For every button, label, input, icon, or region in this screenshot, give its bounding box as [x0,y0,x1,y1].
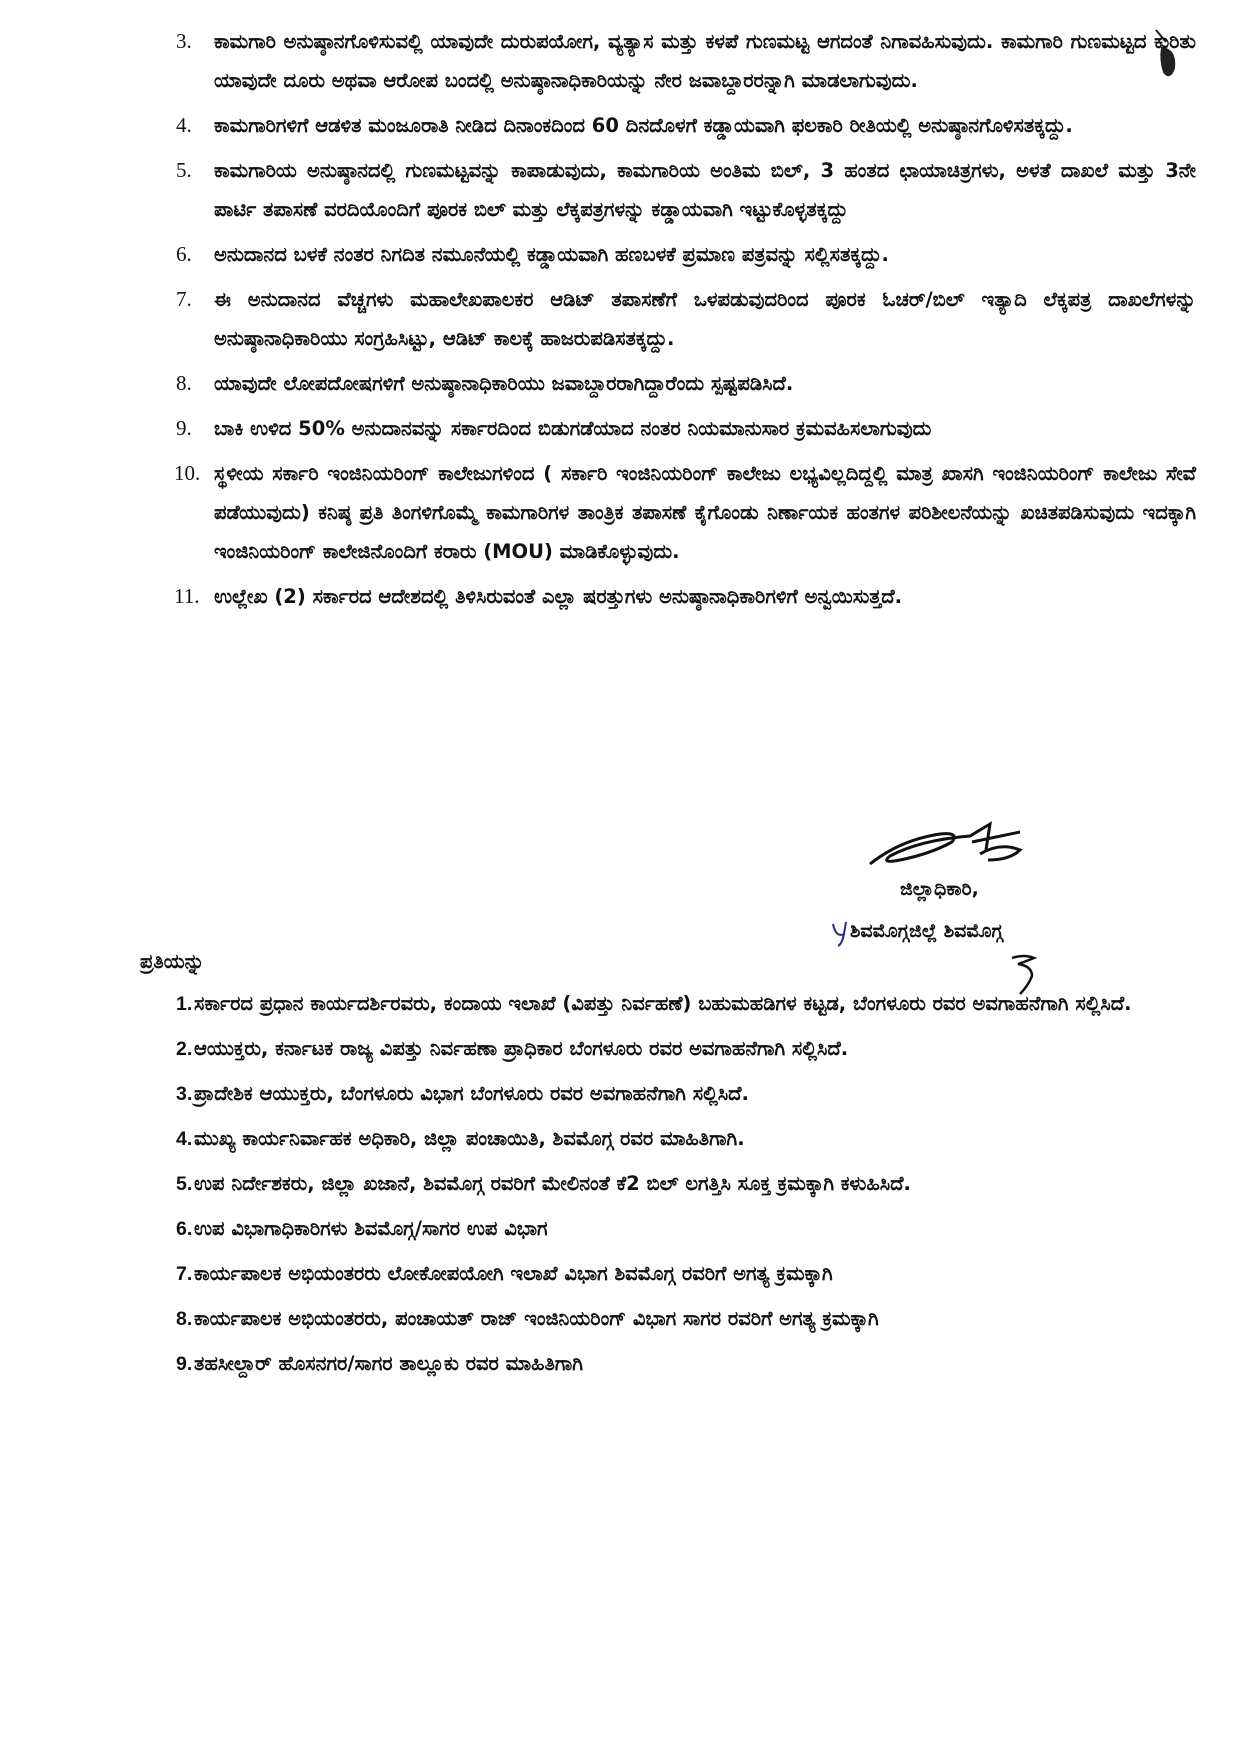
copy-to-number: 6. [176,1218,193,1240]
condition-text: ಈ ಅನುದಾನದ ವೆಚ್ಚಗಳು ಮಹಾಲೇಖಪಾಲಕರ ಆಡಿಟ್ ತಪಾಸಣೆಗೆ ಒಳಪಡುವುದರಿಂದ ಪೂರಕ ಓಚರ್/ಬಿಲ್ ಇತ್ಯಾದಿ ಲೆಕ್ಕಪತ್ರ ದಾಖಲೆಗಳನ್ನು ಅನುಷ್ಠಾನಾಧಿಕಾರಿಯು ಸಂಗ್ರಹಿಸಿಟ್ಟು, ಆಡಿಟ್ ಕಾಲಕ್ಕೆ ಹಾಜರುಪಡಿಸತಕ್ಕದ್ದು. [214,288,1196,350]
pen-mark-icon [830,918,850,948]
signatory-place: ಶಿವಮೊಗ್ಗಜಿಲ್ಲೆ ಶಿವಮೊಗ್ಗ [850,920,1003,942]
copy-to-number: 9. [176,1353,193,1375]
condition-item [176,22,1196,100]
signature-icon [860,820,1040,870]
condition-item [176,106,1196,145]
copy-to-text: ಆಯುಕ್ತರು, ಕರ್ನಾಟಕ ರಾಜ್ಯ ವಿಪತ್ತು ನಿರ್ವಹಣಾ ಪ್ರಾಧಿಕಾರ ಬೆಂಗಳೂರು ರವರ ಅವಗಾಹನೆಗಾಗಿ ಸಲ್ಲಿಸಿದೆ. [194,1037,849,1060]
copy-to-number: 1. [176,993,193,1015]
condition-number: 8. [176,371,192,395]
signature-block [820,820,1120,960]
condition-text: ಕಾಮಗಾರಿಯ ಅನುಷ್ಠಾನದಲ್ಲಿ ಗುಣಮಟ್ಟವನ್ನು ಕಾಪಾಡುವುದು, ಕಾಮಗಾರಿಯ ಅಂತಿಮ ಬಿಲ್, 3 ಹಂತದ ಛಾಯಾಚಿತ್ರಗಳು, ಅಳತೆ ದಾಖಲೆ ಮತ್ತು 3ನೇ ಪಾರ್ಟಿ ತಪಾಸಣೆ ವರದಿಯೊಂದಿಗೆ ಪೂರಕ ಬಿಲ್ ಮತ್ತು ಲೆಕ್ಕಪತ್ರಗಳನ್ನು ಕಡ್ಡಾಯವಾಗಿ ಇಟ್ಟುಕೊಳ್ಳತಕ್ಕದ್ದು [214,159,1196,221]
condition-item [176,577,1196,616]
condition-item [176,151,1196,229]
copy-to-heading: ಪ್ರತಿಯನ್ನು [140,950,205,973]
condition-text: ಬಾಕಿ ಉಳಿದ 50% ಅನುದಾನವನ್ನು ಸರ್ಕಾರದಿಂದ ಬಿಡುಗಡೆಯಾದ ನಂತರ ನಿಯಮಾನುಸಾರ ಕ್ರಮವಹಿಸಲಾಗುವುದು [214,417,932,440]
copy-to-text: ಉಪ ನಿರ್ದೇಶಕರು, ಜಿಲ್ಲಾ ಖಜಾನೆ, ಶಿವಮೊಗ್ಗ ರವರಿಗೆ ಮೇಲಿನಂತೆ ಕೆ2 ಬಿಲ್ ಲಗತ್ತಿಸಿ ಸೂಕ್ತ ಕ್ರಮಕ್ಕಾಗಿ ಕಳುಹಿಸಿದೆ. [194,1172,911,1195]
conditions-list [176,22,1196,622]
copy-to-number: 8. [176,1308,193,1330]
condition-item [176,280,1196,358]
copy-to-text: ಮುಖ್ಯ ಕಾರ್ಯನಿರ್ವಾಹಕ ಅಧಿಕಾರಿ, ಜಿಲ್ಲಾ ಪಂಚಾಯಿತಿ, ಶಿವಮೊಗ್ಗ ರವರ ಮಾಹಿತಿಗಾಗಿ. [194,1127,745,1150]
condition-number: 6. [176,242,192,266]
copy-to-item [176,1075,1206,1113]
copy-to-item [176,1165,1206,1203]
copy-to-list [176,985,1206,1390]
copy-to-text: ಸರ್ಕಾರದ ಪ್ರಧಾನ ಕಾರ್ಯದರ್ಶಿರವರು, ಕಂದಾಯ ಇಲಾಖೆ (ವಿಪತ್ತು ನಿರ್ವಹಣೆ) ಬಹುಮಹಡಿಗಳ ಕಟ್ಟಡ, ಬೆಂಗಳೂರು ರವರ ಅವಗಾಹನೆಗಾಗಿ ಸಲ್ಲಿಸಿದೆ. [194,992,1132,1015]
copy-to-number: 4. [176,1128,193,1150]
condition-text: ಸ್ಥಳೀಯ ಸರ್ಕಾರಿ ಇಂಜಿನಿಯರಿಂಗ್ ಕಾಲೇಜುಗಳಿಂದ ( ಸರ್ಕಾರಿ ಇಂಜಿನಿಯರಿಂಗ್ ಕಾಲೇಜು ಲಭ್ಯವಿಲ್ಲದಿದ್ದಲ್ಲಿ ಮಾತ್ರ ಖಾಸಗಿ ಇಂಜಿನಿಯರಿಂಗ್ ಕಾಲೇಜು ಸೇವೆ ಪಡೆಯುವುದು) ಕನಿಷ್ಠ ಪ್ರತಿ ತಿಂಗಳಿಗೊಮ್ಮೆ ಕಾಮಗಾರಿಗಳ ತಾಂತ್ರಿಕ ತಪಾಸಣೆ ಕೈಗೊಂಡು ನಿರ್ಣಾಯಕ ಹಂತಗಳ ಪರಿಶೀಲನೆಯನ್ನು ಖಚಿತಪಡಿಸುವುದು ಇದಕ್ಕಾಗಿ ಇಂಜಿನಿಯರಿಂಗ್ ಕಾಲೇಜಿನೊಂದಿಗೆ ಕರಾರು (MOU) ಮಾಡಿಕೊಳ್ಳುವುದು. [214,462,1196,563]
copy-to-item [176,1300,1206,1338]
copy-to-item [176,1255,1206,1293]
condition-text: ಕಾಮಗಾರಿಗಳಿಗೆ ಆಡಳಿತ ಮಂಜೂರಾತಿ ನೀಡಿದ ದಿನಾಂಕದಿಂದ 60 ದಿನದೊಳಗೆ ಕಡ್ಡಾಯವಾಗಿ ಫಲಕಾರಿ ರೀತಿಯಲ್ಲಿ ಅನುಷ್ಠಾನಗೊಳಿಸತಕ್ಕದ್ದು. [214,114,1073,137]
condition-text: ಕಾಮಗಾರಿ ಅನುಷ್ಠಾನಗೊಳಿಸುವಲ್ಲಿ ಯಾವುದೇ ದುರುಪಯೋಗ, ವ್ಯತ್ಯಾಸ ಮತ್ತು ಕಳಪೆ ಗುಣಮಟ್ಟ ಆಗದಂತೆ ನಿಗಾವಹಿಸುವುದು. ಕಾಮಗಾರಿ ಗುಣಮಟ್ಟದ ಕುರಿತು ಯಾವುದೇ ದೂರು ಅಥವಾ ಆರೋಪ ಬಂದಲ್ಲಿ ಅನುಷ್ಠಾನಾಧಿಕಾರಿಯನ್ನು ನೇರ ಜವಾಬ್ದಾರರನ್ನಾಗಿ ಮಾಡಲಾಗುವುದು. [214,30,1196,92]
copy-to-text: ಕಾರ್ಯಪಾಲಕ ಅಭಿಯಂತರರು, ಪಂಚಾಯತ್ ರಾಜ್ ಇಂಜಿನಿಯರಿಂಗ್ ವಿಭಾಗ ಸಾಗರ ರವರಿಗೆ ಅಗತ್ಯ ಕ್ರಮಕ್ಕಾಗಿ [194,1307,879,1330]
copy-to-text: ಪ್ರಾದೇಶಿಕ ಆಯುಕ್ತರು, ಬೆಂಗಳೂರು ವಿಭಾಗ ಬೆಂಗಳೂರು ರವರ ಅವಗಾಹನೆಗಾಗಿ ಸಲ್ಲಿಸಿದೆ. [194,1082,749,1105]
condition-item [176,409,1196,448]
condition-number: 3. [176,29,192,53]
copy-to-text: ಕಾರ್ಯಪಾಲಕ ಅಭಿಯಂತರರು ಲೋಕೋಪಯೋಗಿ ಇಲಾಖೆ ವಿಭಾಗ ಶಿವಮೊಗ್ಗ ರವರಿಗೆ ಅಗತ್ಯ ಕ್ರಮಕ್ಕಾಗಿ [194,1262,833,1285]
condition-text: ಉಲ್ಲೇಖ (2) ಸರ್ಕಾರದ ಆದೇಶದಲ್ಲಿ ತಿಳಿಸಿರುವಂತೆ ಎಲ್ಲಾ ಷರತ್ತುಗಳು ಅನುಷ್ಠಾನಾಧಿಕಾರಿಗಳಿಗೆ ಅನ್ವಯಿಸುತ್ತದೆ. [214,585,903,608]
copy-to-number: 3. [176,1083,193,1105]
condition-text: ಯಾವುದೇ ಲೋಪದೋಷಗಳಿಗೆ ಅನುಷ್ಠಾನಾಧಿಕಾರಿಯು ಜವಾಬ್ದಾರರಾಗಿದ್ದಾರೆಂದು ಸ್ಪಷ್ಟಪಡಿಸಿದೆ. [214,372,794,395]
signatory-title: ಜಿಲ್ಲಾಧಿಕಾರಿ, [900,878,979,900]
copy-to-number: 2. [176,1038,193,1060]
condition-number: 10. [174,461,201,485]
copy-to-item [176,1030,1206,1068]
condition-item [176,454,1196,571]
copy-to-item [176,1120,1206,1158]
condition-number: 7. [176,287,192,311]
condition-number: 11. [174,584,200,608]
copy-to-item [176,1345,1206,1383]
condition-number: 4. [176,113,192,137]
copy-to-text: ಉಪ ವಿಭಾಗಾಧಿಕಾರಿಗಳು ಶಿವಮೊಗ್ಗ/ಸಾಗರ ಉಪ ವಿಭಾಗ [194,1217,548,1240]
copy-to-number: 5. [176,1173,193,1195]
condition-item [176,364,1196,403]
copy-to-text: ತಹಸೀಲ್ದಾರ್ ಹೊಸನಗರ/ಸಾಗರ ತಾಲ್ಲೂಕು ರವರ ಮಾಹಿತಿಗಾಗಿ [194,1352,583,1375]
condition-number: 9. [176,416,192,440]
copy-to-number: 7. [176,1263,193,1285]
copy-to-item [176,985,1206,1023]
condition-number: 5. [176,158,192,182]
condition-text: ಅನುದಾನದ ಬಳಕೆ ನಂತರ ನಿಗದಿತ ನಮೂನೆಯಲ್ಲಿ ಕಡ್ಡಾಯವಾಗಿ ಹಣಬಳಕೆ ಪ್ರಮಾಣ ಪತ್ರವನ್ನು ಸಲ್ಲಿಸತಕ್ಕದ್ದು. [214,243,889,266]
copy-to-item [176,1210,1206,1248]
condition-item [176,235,1196,274]
